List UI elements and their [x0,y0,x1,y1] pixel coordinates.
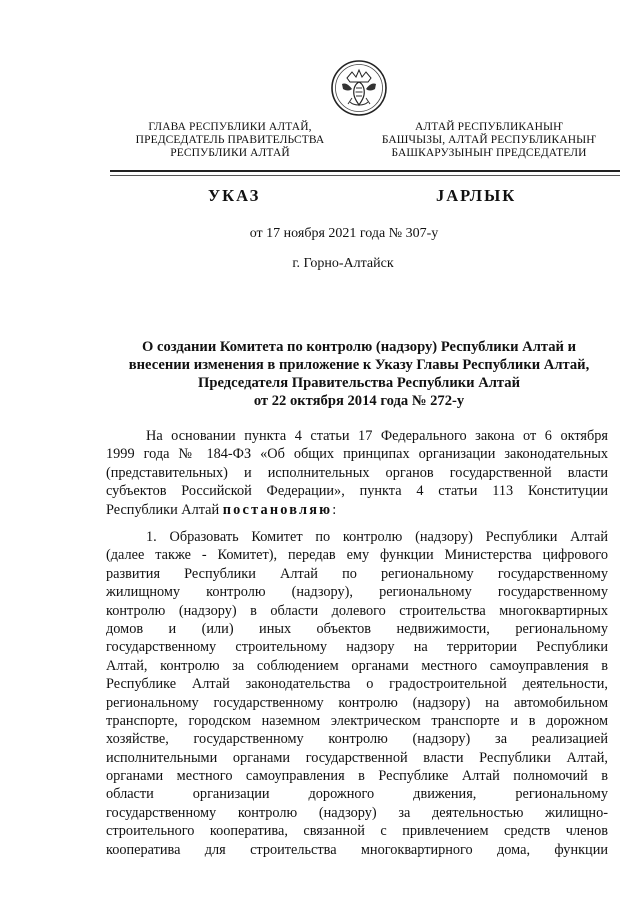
preamble-last-line [106,501,608,519]
header-right-line: БАШЧЫЗЫ, АЛТАЙ РЕСПУБЛИКАНЫҤ [381,134,597,146]
paragraph-1 [106,528,608,859]
paragraph-line: региональному государственному контролю (надзору) на автомобильном [106,694,608,711]
header-right-line: БАШКАРУЗЫНЫҤ ПРЕДСЕДАТЕЛИ [391,147,587,159]
document-date-number: от 17 ноября 2021 года № 307-у [249,226,439,241]
paragraph-line: домов и (или) иных объектов недвижимости, региональному [106,620,608,637]
decree-keyword: постановляю [222,501,333,518]
header-divider-thick [110,170,620,172]
paragraph-line: государственному строительному надзору на территории Республики [106,639,608,656]
header-right-block [360,121,618,160]
header-left-line: РЕСПУБЛИКИ АЛТАЙ [170,147,290,159]
title-line: от 22 октября 2014 года № 272-у [253,393,465,409]
paragraph-line: государственному контролю (надзору) за деятельностью жилищно- [106,804,608,821]
document-title [112,338,606,410]
preamble-paragraph [106,427,608,519]
paragraph-line: транспорте, городском наземном электрическом транспорте и в дорожном [106,712,608,729]
paragraph-line: 1. Образовать Комитет по контролю (надзору) Республики Алтай [146,529,608,545]
paragraph-line: органами местного самоуправления в Республике Алтай полномочий в [106,768,608,785]
paragraph-line: (далее также - Комитет), передав ему функции Министерства цифрового [106,547,608,564]
header-left-line: ПРЕДСЕДАТЕЛЬ ПРАВИТЕЛЬСТВА [135,134,325,146]
title-line: О создании Комитета по контролю (надзору) Республики Алтай и [141,339,577,355]
preamble-line: (представительных) и исполнительных органов государственной власти [106,464,608,481]
header-right-line: АЛТАЙ РЕСПУБЛИКАНЫҤ [415,121,563,133]
paragraph-line: жилищному контролю (надзору), региональному государственному [106,584,608,601]
paragraph-line: Алтай, контролю за соблюдением органами местного самоуправления в [106,657,608,674]
paragraph-line: Республике Алтай законодательства о градостроительной деятельности, [106,676,608,693]
paragraph-line: области организации дорожного движения, региональному [106,786,608,803]
header-divider-thin [110,175,620,176]
doc-type-jarlyk: JАРЛЫК [436,186,517,205]
paragraph-line: контролю (надзору) в области долевого строительства многоквартирных [106,602,608,619]
preamble-line: На основании пункта 4 статьи 17 Федерального закона от 6 октября [146,428,608,444]
document-city: г. Горно-Алтайск [292,256,394,271]
coat-of-arms-emblem [330,58,388,118]
preamble-line: субъектов Российской Федерации», пункта 4 статьи 113 Конституции [106,483,608,500]
header-left-block [112,121,348,160]
paragraph-line: развития Республики Алтай по региональному государственному [106,565,608,582]
paragraph-line: хозяйстве, государственному контролю (надзору) за реализацией [106,731,608,748]
preamble-prefix: Республики Алтай [106,501,223,518]
title-line: Председателя Правительства Республики Алтай [198,375,520,391]
header-left-line: ГЛАВА РЕСПУБЛИКИ АЛТАЙ, [148,121,312,133]
title-line: внесении изменения в приложение к Указу Главы Республики Алтай, [128,357,590,373]
preamble-suffix: : [332,501,337,518]
preamble-line: 1999 года № 184-ФЗ «Об общих принципах организации законодательных [106,446,608,463]
doc-type-ukaz: УКАЗ [208,186,261,205]
paragraph-line: строительного кооператива, связанной с привлечением средств членов [106,823,608,840]
paragraph-line: кооператива для строительства многоквартирного дома, функции [106,841,608,858]
paragraph-line: исполнительными органами государственной власти Республики Алтай, [106,749,608,766]
